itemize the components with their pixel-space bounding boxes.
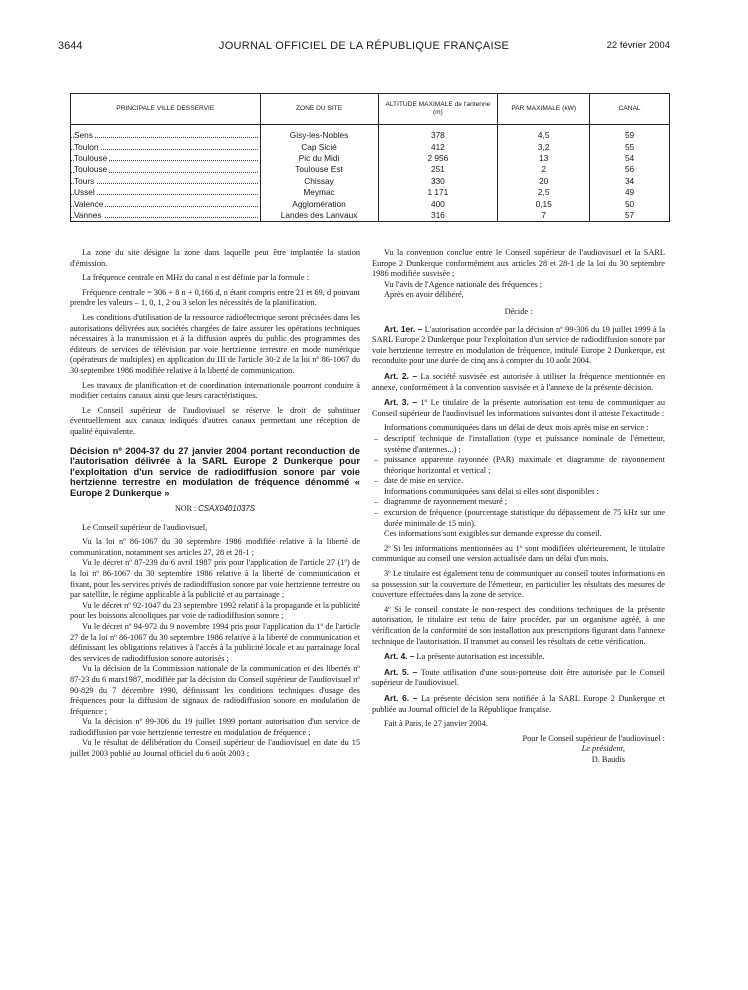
list-item: – date de mise en service.	[372, 476, 665, 487]
visa-paragraph: Vu la décision nº 99-306 du 19 juillet 1999 portant autorisation d'un service de radiodiffusion par voie hertzienne terrestre en modulation de fréquence ;	[70, 717, 360, 737]
cell-channel: 57	[590, 210, 670, 222]
table-row	[71, 141, 670, 152]
cell-zone: Gisy-les-Nobles	[260, 130, 378, 141]
paragraph: La zone du site désigne la zone dans laquelle peut être implantée la station d'émission.	[70, 248, 360, 268]
cell-city: Toulouse	[74, 164, 108, 175]
cell-altitude: 378	[378, 130, 498, 141]
article-label: Art. 4. –	[384, 651, 415, 662]
cell-altitude: 330	[378, 176, 498, 187]
article-6	[372, 693, 665, 715]
paragraph: Ces informations sont exigibles sur demande expresse du conseil.	[384, 529, 602, 539]
signature-title: Le président,	[581, 744, 625, 754]
cell-channel: 59	[590, 130, 670, 141]
article-text: La présente autorisation est incessible.	[416, 652, 545, 662]
cell-zone: Chissay	[260, 176, 378, 187]
table-row	[71, 198, 670, 209]
visa-paragraph: Vu le décret nº 92-1047 du 23 septembre 1992 relatif à la propagande et la publicité pour les boissons alcooliques par voie de radiodiffusion sonore ;	[70, 600, 360, 621]
cell-zone: Agglomération	[260, 198, 378, 209]
publication-date: 22 février 2004	[606, 40, 670, 51]
table-row	[71, 176, 670, 187]
visa-paragraph: Vu le résultat de délibération du Conseil supérieur de l'audiovisuel en date du 15 juillet 2003 publié au Journal officiel du 6 août 2003 ;	[70, 738, 360, 759]
cell-altitude: 2 956	[378, 153, 498, 164]
article-text: La présente décision sera notifiée à la SARL Europe 2 Dunkerque et publiée au Journal officiel de la République française.	[372, 693, 665, 714]
formula-paragraph: Fréquence centrale = 306 + 8 n + 0,166 d, n étant compris entre 21 et 69, d pouvant prendre les valeurs – 1, 0, 1, 2 ou 3 selon les nécessités de la planification.	[70, 287, 360, 308]
paragraph: Après en avoir délibéré,	[384, 290, 464, 300]
visa-paragraph: Vu la loi nº 86-1067 du 30 septembre 1986 modifiée relative à la liberté de communication, notamment ses articles 27, 28 et 28-1 ;	[70, 537, 360, 557]
cell-channel: 56	[590, 164, 670, 175]
article-2	[372, 371, 665, 393]
signature-name: D. Baudis	[591, 754, 625, 764]
list-item: – diagramme de rayonnement mesuré ;	[372, 497, 665, 508]
cell-par: 3,2	[498, 141, 590, 152]
cell-city: Toulouse	[74, 152, 108, 163]
cell-city: Toulon	[74, 141, 99, 152]
table-row	[71, 130, 670, 141]
col-header-par: PAR MAXIMALE (kW)	[498, 94, 590, 125]
cell-channel: 54	[590, 153, 670, 164]
article-label: Art. 2. –	[384, 370, 418, 381]
signature-line: Pour le Conseil supérieur de l'audiovisuel :	[522, 733, 665, 743]
table-row	[71, 187, 670, 198]
nor-reference	[70, 504, 360, 515]
cell-channel: 34	[590, 176, 670, 187]
cell-city: Ussel	[74, 187, 95, 198]
col-header-channel: CANAL	[590, 94, 670, 125]
paragraph: La fréquence centrale en MHz du canal n est définie par la formule :	[82, 273, 309, 283]
page-header	[58, 40, 670, 58]
cell-city: Tours	[74, 175, 95, 186]
article-text: La société susvisée est autorisée à utiliser la fréquence mentionnée en annexe, conformément à la convention susvisée et à l'annexe de la présente décision.	[372, 371, 666, 392]
left-column	[70, 248, 360, 760]
cell-channel: 55	[590, 141, 670, 152]
cell-zone: Landes des Lanvaux	[260, 210, 378, 222]
cell-altitude: 251	[378, 164, 498, 175]
cell-par: 20	[498, 176, 590, 187]
article-1	[372, 324, 665, 367]
cell-zone: Pic du Midi	[260, 153, 378, 164]
col-header-city: PRINCIPALE VILLE DESSERVIE	[71, 94, 261, 125]
cell-channel: 50	[590, 198, 670, 209]
decision-title: Décision nº 2004-37 du 27 janvier 2004 portant reconduction de l'autorisation délivrée à la SARL Europe 2 Dunkerque pour l'exploitation d'un service de radiodiffusion sonore par voie hertzienne terrestre en modulation de fréquence dénommé « Europe 2 Dunkerque »	[70, 444, 360, 498]
cell-altitude: 1 171	[378, 187, 498, 198]
cell-city: Sens	[74, 130, 93, 141]
col-header-altitude: ALTITUDE MAXIMALE de l'antenne (m)	[378, 94, 498, 125]
decide-heading: Décide :	[504, 306, 533, 316]
article-text: L'autorisation accordée par la décision nº 99-306 du 19 juillet 1999 à la SARL Europe 2 Dunkerque pour l'exploitation d'un service de radiodiffusion sonore par voie hertzienne terrestre en modulation de fréquence, intitulé Europe 2 Dunkerque, est reconduite pour une durée de cinq ans à compter du 10 août 2004.	[372, 324, 666, 366]
table-row	[71, 153, 670, 164]
cell-altitude: 400	[378, 198, 498, 209]
article-label: Art. 3. –	[384, 397, 418, 408]
nor-label: NOR :	[175, 504, 197, 513]
table-row	[71, 164, 670, 175]
cell-par: 2	[498, 164, 590, 175]
list-item: – excursion de fréquence (pourcentage statistique du dépassement de 75 kHz sur une durée minimale de 15 min).	[372, 508, 665, 529]
journal-title: JOURNAL OFFICIEL DE LA RÉPUBLIQUE FRANÇAISE	[218, 40, 510, 52]
visa-paragraph: Vu l'avis de l'Agence nationale des fréquences ;	[384, 279, 542, 289]
paragraph: Le Conseil supérieur de l'audiovisuel se réserve le droit de substituer éventuellement aux canaux indiqués d'autres canaux permettant une réception de qualité équivalente.	[70, 405, 360, 436]
visa-paragraph: Vu le décret nº 87-239 du 6 avril 1987 pris pour l'application de l'article 27 (1º) de la loi nº 86-1067 du 30 septembre 1986 relative à la liberté de communication et fixant, pour les services privés de radiodiffusion sonore par voie hertzienne terrestre ou par satellite, le régime applicable à la publicité et au parrainage ;	[70, 558, 360, 600]
paragraph: 2º Si les informations mentionnées au 1º sont modifiées ultérieurement, le titulaire communique au conseil une version actualisée dans un délai d'un mois.	[372, 543, 665, 564]
visa-paragraph: Vu le décret nº 94-972 du 9 novembre 1994 pris pour l'application du 1º de l'article 27 de la loi nº 86-1067 du 30 septembre 1986 relative à la liberté de communication et définissant les obligations relatives à l'accès à la publicité locale et au parrainage local des services de radiodiffusion sonore autorisés ;	[70, 621, 360, 663]
cell-par: 4,5	[498, 130, 590, 141]
article-4	[372, 651, 665, 663]
right-column	[372, 248, 665, 766]
visa-paragraph: Vu la convention conclue entre le Conseil supérieur de l'audiovisuel et la SARL Europe 2 Dunkerque conformément aux articles 28 et 28-1 de la loi du 30 septembre 1986 modifiée susvisée ;	[372, 248, 665, 279]
article-label: Art. 1er. –	[384, 323, 423, 334]
article-label: Art. 6. –	[384, 692, 418, 703]
list-item: – puissance apparente rayonnée (PAR) maximale et diagramme de rayonnement théorique horizontal et vertical ;	[372, 455, 665, 476]
article-label: Art. 5. –	[384, 666, 418, 677]
cell-par: 7	[498, 210, 590, 222]
article-3	[372, 397, 665, 419]
cell-zone: Meymac	[260, 187, 378, 198]
cell-city: Vannes	[74, 209, 102, 220]
col-header-zone: ZONE DU SITE	[260, 94, 378, 125]
frequency-table	[70, 93, 670, 222]
cell-altitude: 316	[378, 210, 498, 222]
table-header-row	[71, 94, 670, 125]
cell-zone: Toulouse Est	[260, 164, 378, 175]
cell-par: 2,5	[498, 187, 590, 198]
article-text: Toute utilisation d'une sous-porteuse doit être autorisée par le Conseil supérieur de l'audiovisuel.	[372, 667, 665, 688]
article-5	[372, 667, 665, 689]
visa-paragraph: Vu la décision de la Commission nationale de la communication et des libertés nº 87-23 du 6 mars1987, modifiée par la décision du Conseil supérieur de l'audiovisuel nº 90-829 du 7 décembre 1990, définissant les conditions techniques d'usage des fréquences pour la diffusion de signaux de radiodiffusion sonore en modulation de fréquence ;	[70, 664, 360, 716]
paragraph: 4º Si le conseil constate le non-respect des conditions techniques de la présente autorisation, le titulaire est tenu de faire procéder, par un organisme agréé, à une vérification de la conformité de son installation aux prescriptions figurant dans l'annexe technique de l'autorisation. Il transmet au conseil les résultats de cette vérification.	[372, 604, 665, 646]
paragraph: 3º Le titulaire est également tenu de communiquer au conseil toutes informations en sa possession sur la couverture de l'émetteur, en particulier les résultats des mesures de couverture effectuées dans la zone de service.	[372, 569, 665, 600]
article-text: 1º Le titulaire de la présente autorisation est tenu de communiquer au Conseil supérieur de l'audiovisuel les informations suivantes dont il atteste l'exactitude :	[372, 398, 665, 418]
cell-zone: Cap Sicié	[260, 141, 378, 152]
paragraph: Le Conseil supérieur de l'audiovisuel,	[82, 522, 208, 532]
cell-par: 0,15	[498, 198, 590, 209]
list-item: – descriptif technique de l'installation (type et puissance nominale de l'émetteur, système d'antennes...) ;	[372, 434, 665, 455]
paragraph: Informations communiquées dans un délai de deux mois après mise en service :	[384, 423, 649, 433]
nor-code: CSAX0401037S	[198, 504, 255, 513]
signature-date: Fait à Paris, le 27 janvier 2004.	[384, 719, 488, 729]
cell-channel: 49	[590, 187, 670, 198]
cell-altitude: 412	[378, 141, 498, 152]
cell-par: 13	[498, 153, 590, 164]
paragraph: Les travaux de planification et de coordination internationale pourront conduire à modifier certains canaux ainsi que leurs caractéristiques.	[70, 380, 360, 401]
paragraph: Les conditions d'utilisation de la ressource radioélectrique seront précisées dans les autorisations délivrées aux sociétés chargées de faire assurer les opérations techniques nécessaires à la transmission et à la diffusion auprès du public des programmes des éditeurs de services de télévision par voie hertzienne terrestre en mode numérique (opérateurs de multiplex) en application du III de l'article 30-2 de la loi nº 86-1067 du 30 septembre 1986 modifiée relative à la liberté de communication.	[70, 312, 360, 375]
page-number: 3644	[58, 40, 83, 52]
paragraph: Informations communiquées sans délai si elles sont disponibles :	[384, 486, 599, 496]
table-row	[71, 210, 670, 222]
cell-city: Valence	[74, 198, 104, 209]
